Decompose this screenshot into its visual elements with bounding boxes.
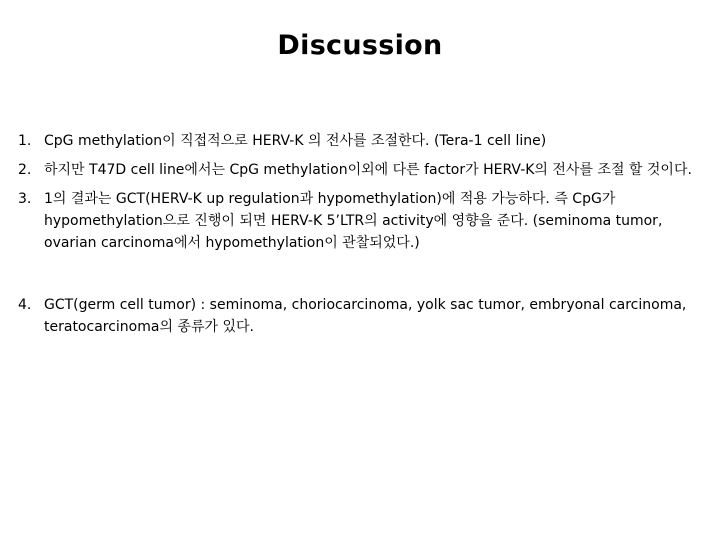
list-item bbox=[18, 188, 698, 254]
list-item-number: 3. bbox=[18, 191, 32, 207]
list-item-text: 1의 결과는 GCT(HERV-K up regulation과 hypomethylation)에 적용 가능하다. 즉 CpG가 hypomethylation으로 진행이 되면 HERV-K 5’LTR의 activity에 영향을 준다. (seminoma tumor, ovarian carcinoma에서 hypomethylation이 관찰되었다.) bbox=[44, 191, 663, 251]
discussion-list bbox=[18, 130, 698, 345]
list-item-text: GCT(germ cell tumor) : seminoma, choriocarcinoma, yolk sac tumor, embryonal carcinoma, teratocarcinoma의 종류가 있다. bbox=[44, 297, 687, 335]
list-item-number: 4. bbox=[18, 297, 32, 313]
list-item-text: CpG methylation이 직접적으로 HERV-K 의 전사를 조절한다. (Tera-1 cell line) bbox=[44, 133, 547, 149]
list-item bbox=[18, 294, 698, 338]
list-item-text: 하지만 T47D cell line에서는 CpG methylation이외에 다른 factor가 HERV-K의 전사를 조절 할 것이다. bbox=[44, 162, 692, 178]
list-item bbox=[18, 159, 698, 181]
list-item-number: 1. bbox=[18, 133, 32, 149]
list-item-number: 2. bbox=[18, 162, 32, 178]
slide-title: Discussion bbox=[277, 30, 443, 61]
list-item bbox=[18, 130, 698, 152]
